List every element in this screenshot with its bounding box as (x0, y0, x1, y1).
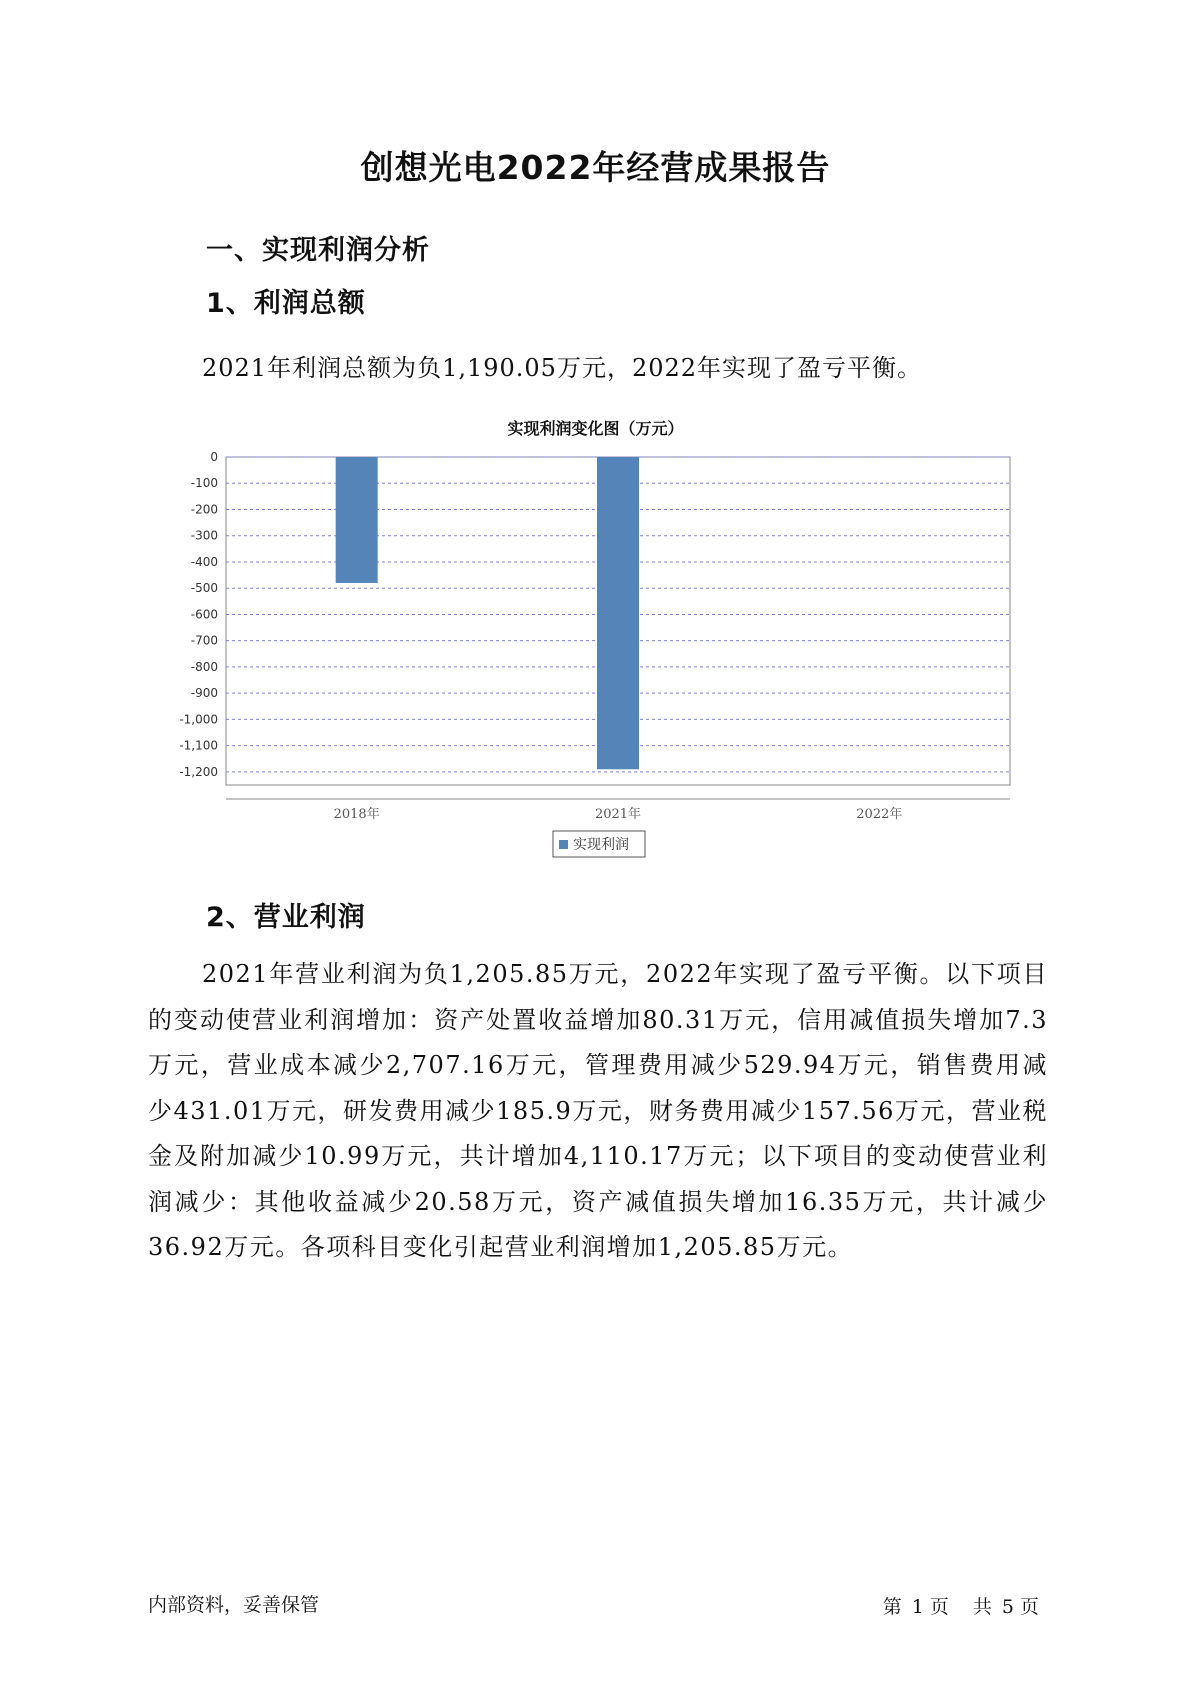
y-tick-label: -600 (190, 607, 218, 622)
x-tick-label: 2018年 (333, 807, 380, 822)
y-tick-label: -1,200 (179, 764, 218, 779)
y-tick-label: -900 (190, 686, 218, 701)
bar-2021年 (597, 457, 639, 769)
total-profit-paragraph: 2021年利润总额为负1,190.05万元，2022年实现了盈亏平衡。 (202, 354, 923, 382)
y-tick-label: -1,000 (179, 712, 218, 727)
y-tick-label: -1,100 (179, 738, 218, 753)
y-tick-label: 0 (210, 450, 218, 464)
report-title: 创想光电2022年经营成果报告 (360, 148, 831, 187)
footer-confidential-note: 内部资料，妥善保管 (148, 1594, 320, 1616)
y-tick-label: -500 (190, 581, 218, 596)
subheading-total-profit: 1、利润总额 (206, 288, 366, 319)
subheading-operating-profit: 2、营业利润 (206, 902, 366, 933)
page-current: 1 (911, 1596, 924, 1618)
page-total: 5 (1001, 1596, 1014, 1618)
chart-title: 实现利润变化图（万元） (507, 419, 684, 438)
y-tick-label: -200 (190, 502, 218, 517)
y-tick-label: -100 (190, 476, 218, 491)
page-prefix: 第 (882, 1596, 902, 1618)
legend-swatch (559, 840, 568, 849)
page-suffix: 页 (1019, 1596, 1039, 1618)
x-tick-label: 2022年 (856, 807, 903, 822)
bar-2018年 (336, 457, 378, 583)
operating-profit-paragraph: 2021年营业利润为负1,205.85万元，2022年实现了盈亏平衡。以下项目的变动使营业利润增加：资产处置收益增加80.31万元，信用减值损失增加7.3万元，营业成本减少2,707.16万元，管理费用减少529.94万元，销售费用减少431.01万元，研发费用减少185.9万元，财务费用减少157.56万元，营业税金及附加减少10.99万元，共计增加4,110.17万元；以下项目的变动使营业利润减少：其他收益减少20.58万元，资产减值损失增加16.35万元，共计减少36.92万元。各项科目变化引起营业利润增加1,205.85万元。 (148, 960, 1048, 1261)
y-tick-label: -400 (190, 554, 218, 569)
y-tick-label: -700 (190, 633, 218, 648)
page-total-prefix: 共 (972, 1596, 992, 1618)
y-tick-label: -800 (190, 659, 218, 674)
page-mid: 页 (929, 1596, 949, 1618)
y-tick-label: -300 (190, 528, 218, 543)
section-heading-profit-analysis: 一、实现利润分析 (206, 235, 430, 266)
footer-page-number (883, 1592, 1043, 1619)
legend-label: 实现利润 (573, 837, 629, 853)
x-tick-label: 2021年 (594, 807, 642, 822)
